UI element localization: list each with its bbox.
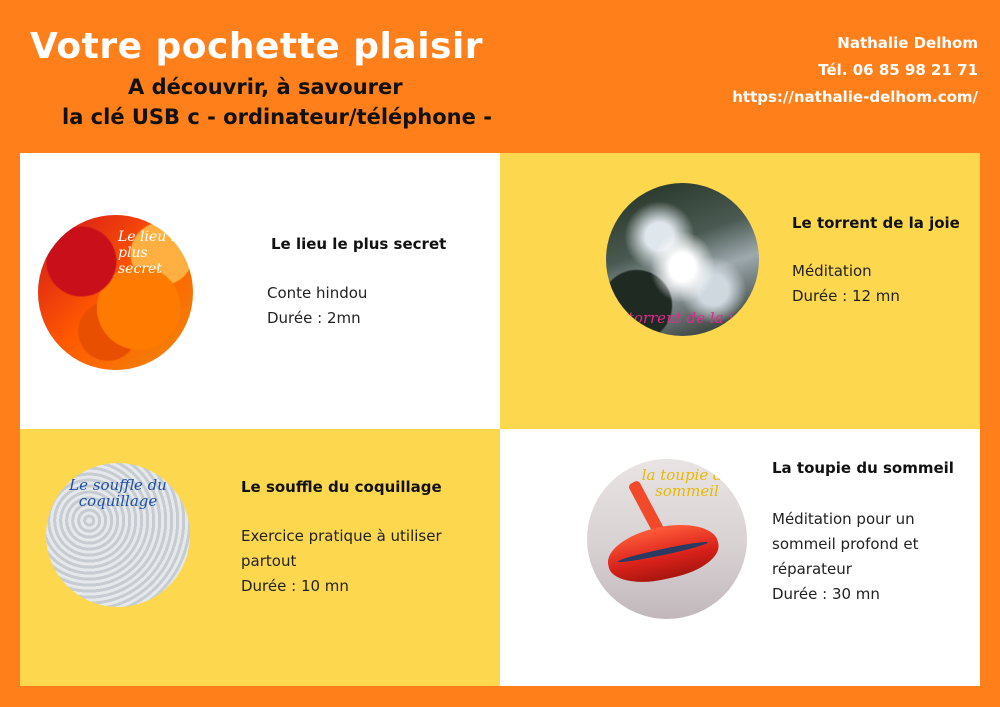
hindu-image <box>38 215 193 370</box>
desc-line: Exercice pratique à utiliser <box>241 527 442 545</box>
spinning-top-body <box>603 516 723 590</box>
spinning-top-image <box>587 459 747 619</box>
contact-name: Nathalie Delhom <box>837 34 978 52</box>
item-description <box>792 259 900 309</box>
waterfall-image <box>606 183 759 336</box>
item-description <box>241 524 442 599</box>
image-caption: la toupie du sommeil <box>641 466 733 500</box>
image-caption: le torrent de la joie <box>609 309 756 327</box>
item-title: Le torrent de la joie <box>792 214 960 232</box>
subtitle-line-1: A découvrir, à savourer <box>128 75 403 99</box>
desc-line: Durée : 12 mn <box>792 287 900 305</box>
desc-line: Conte hindou <box>267 284 368 302</box>
item-title: Le lieu le plus secret <box>271 235 447 253</box>
subtitle-line-2: la clé USB c - ordinateur/téléphone - <box>62 105 492 129</box>
desc-line: sommeil profond et <box>772 535 919 553</box>
image-caption: Le souffle du coquillage <box>69 476 167 510</box>
desc-line: Durée : 30 mn <box>772 585 880 603</box>
desc-line: réparateur <box>772 560 852 578</box>
desc-line: Durée : 2mn <box>267 309 361 327</box>
item-title: La toupie du sommeil <box>772 459 954 477</box>
shells-image <box>46 463 190 607</box>
offer-grid <box>20 153 980 686</box>
card-lieu-secret <box>20 153 500 429</box>
desc-line: Méditation <box>792 262 872 280</box>
contact-block <box>732 30 978 111</box>
item-title: Le souffle du coquillage <box>241 478 442 496</box>
desc-line: Durée : 10 mn <box>241 577 349 595</box>
item-description <box>772 507 918 607</box>
contact-phone[interactable]: Tél. 06 85 98 21 71 <box>818 61 978 79</box>
contact-website[interactable]: https://nathalie-delhom.com/ <box>732 88 978 106</box>
card-toupie-sommeil <box>500 429 980 686</box>
image-caption: Le lieu le plus secret <box>118 229 184 277</box>
page-title: Votre pochette plaisir <box>30 26 484 67</box>
card-souffle-coquillage <box>20 429 500 686</box>
desc-line: Méditation pour un <box>772 510 915 528</box>
desc-line: partout <box>241 552 297 570</box>
card-torrent-joie <box>500 153 980 429</box>
item-description <box>267 281 367 331</box>
